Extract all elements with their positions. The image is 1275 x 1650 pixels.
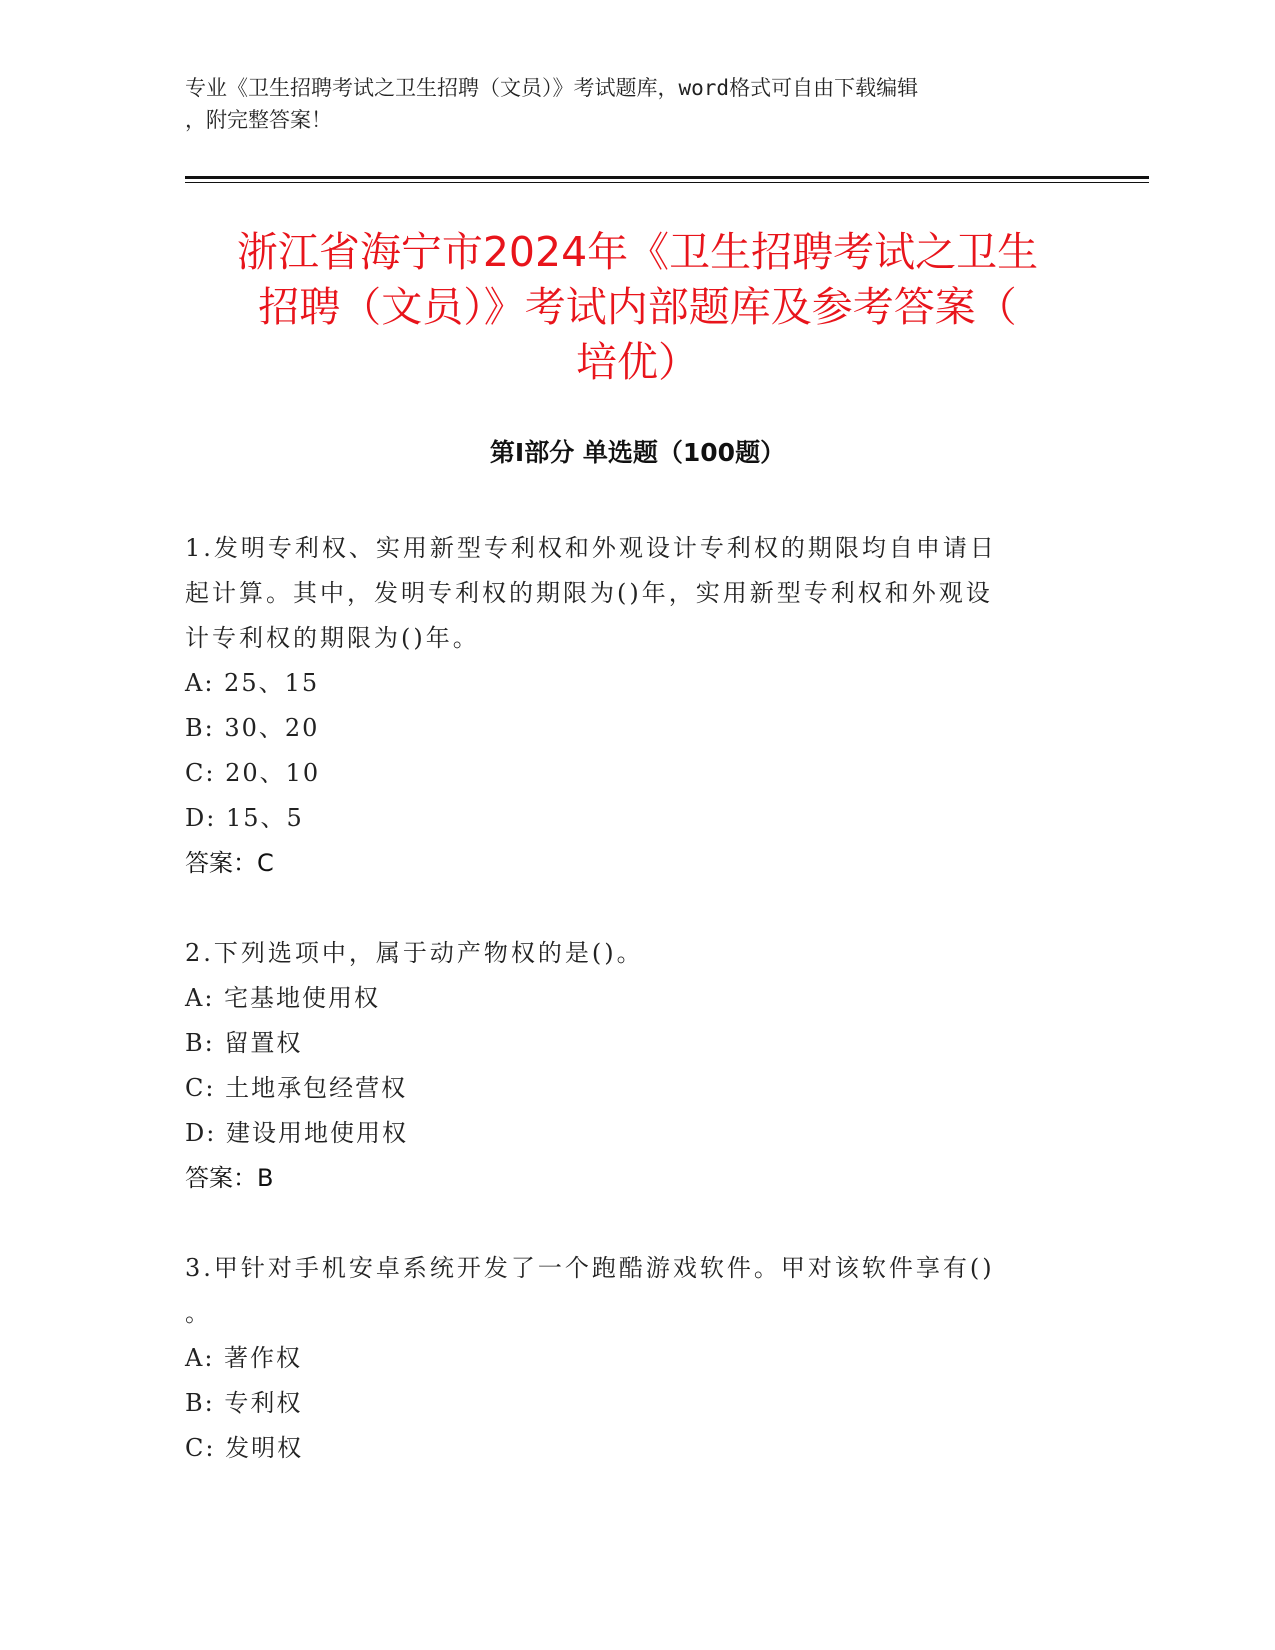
question-spacer [185, 886, 1065, 931]
option-b: B: 专利权 [185, 1389, 303, 1417]
header-note-line-2: ，附完整答案！ [185, 108, 332, 132]
option-c: C: 20、10 [185, 759, 321, 787]
option-c: C: 土地承包经营权 [185, 1074, 408, 1102]
question-stem-line: 。 [185, 1299, 212, 1327]
question-stem-line: 1.发明专利权、实用新型专利权和外观设计专利权的期限均自申请日 [185, 534, 997, 562]
title-line-2: 招聘（文员）》考试内部题库及参考答案（ [258, 283, 1017, 331]
option-b: B: 30、20 [185, 714, 320, 742]
question-stem-line: 起计算。其中，发明专利权的期限为()年，实用新型专利权和外观设 [185, 579, 993, 607]
section-heading: 第I部分 单选题（100题） [489, 438, 786, 467]
option-d: D: 15、5 [185, 804, 304, 832]
option-d: D: 建设用地使用权 [185, 1119, 408, 1147]
question-stem-line: 3.甲针对手机安卓系统开发了一个跑酷游戏软件。甲对该软件享有() [185, 1254, 995, 1282]
option-a: A: 宅基地使用权 [185, 984, 381, 1012]
question-spacer [185, 1201, 1065, 1246]
question-stem-line: 计专利权的期限为()年。 [185, 624, 480, 652]
document-title [150, 225, 1125, 390]
option-b: B: 留置权 [185, 1029, 303, 1057]
header-divider-thick [185, 176, 1149, 179]
header-note-line-1: 专业《卫生招聘考试之卫生招聘（文员）》考试题库，word格式可自由下载编辑 [185, 76, 919, 100]
question-stem-line: 2.下列选项中，属于动产物权的是()。 [185, 939, 644, 967]
option-c: C: 发明权 [185, 1434, 304, 1462]
answer: 答案：C [185, 849, 274, 877]
answer: 答案：B [185, 1164, 274, 1192]
question-list [185, 526, 1065, 1471]
header-note [185, 72, 1065, 136]
title-line-3: 培优） [576, 338, 699, 386]
question-3 [185, 1246, 1065, 1471]
question-2 [185, 931, 1065, 1201]
question-1 [185, 526, 1065, 886]
header-divider-thin [185, 182, 1149, 183]
option-a: A: 著作权 [185, 1344, 303, 1372]
title-line-1: 浙江省海宁市2024年《卫生招聘考试之卫生 [236, 228, 1039, 276]
option-a: A: 25、15 [185, 669, 320, 697]
